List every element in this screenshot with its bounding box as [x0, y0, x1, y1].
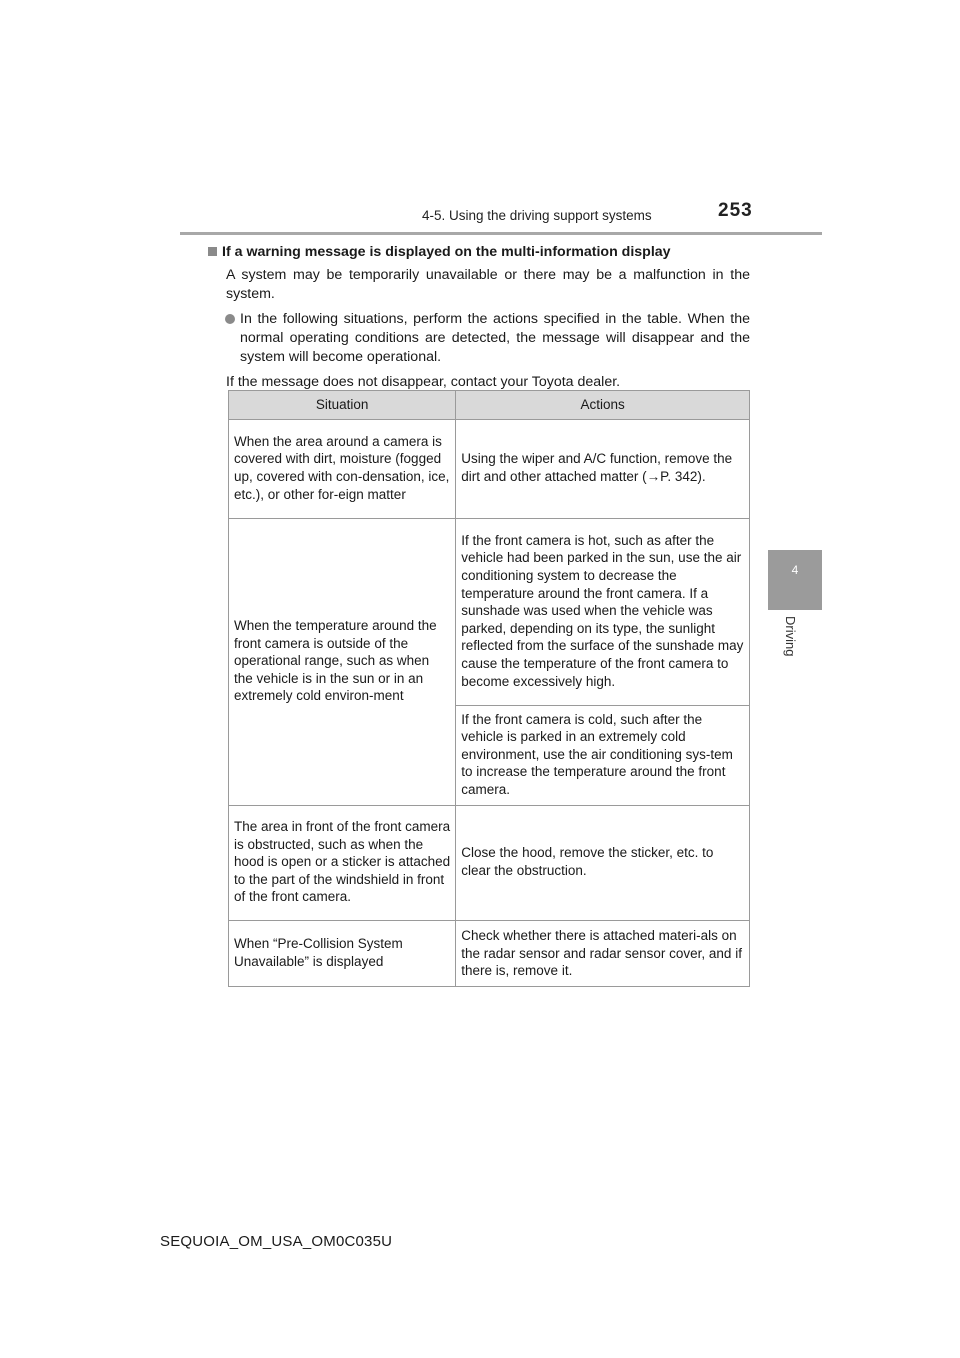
followup-paragraph: If the message does not disappear, contact your Toyota dealer.: [226, 374, 621, 390]
chapter-tab: [768, 550, 822, 610]
action-cell: If the front camera is hot, such as after the vehicle had been parked in the sun, use the air conditioning system to decrease the temperature around the front camera. If a sunshade was used when the vehicle was parked, depending on its type, the sunlight reflected from the surface of the sunshade may cause the temperature of the front camera to become excessively high.: [456, 519, 750, 706]
section-title: 4-5. Using the driving support systems: [422, 208, 652, 223]
situation-cell: The area in front of the front camera is obstructed, such as when the hood is open or a sticker is attached to the part of the windshield in front of the front camera.: [229, 806, 456, 921]
document-code: SEQUOIA_OM_USA_OM0C035U: [160, 1233, 393, 1250]
table-row: [229, 921, 750, 987]
situation-cell: When “Pre-Collision System Unavailable” is displayed: [229, 921, 456, 987]
chapter-number: 4: [791, 563, 799, 577]
header-divider: [180, 232, 822, 235]
table-row: [229, 806, 750, 921]
situation-cell: When the temperature around the front camera is outside of the operational range, such as when the vehicle is in the sun or in an extremely cold environ-ment: [229, 519, 456, 806]
square-bullet-icon: [208, 247, 217, 256]
situation-actions-table: [228, 390, 750, 987]
table-row: [229, 519, 750, 706]
bullet-item: [240, 310, 750, 367]
action-cell: Check whether there is attached materi-als on the radar sensor and radar sensor cover, and if there is, remove it.: [456, 921, 750, 987]
section-heading: [208, 243, 750, 262]
column-header-situation: Situation: [229, 391, 456, 420]
table-header-row: [229, 391, 750, 420]
column-header-actions: Actions: [456, 391, 750, 420]
action-cell: If the front camera is cold, such after the vehicle is parked in an extremely cold environment, use the air conditioning sys-tem to increase the temperature around the front camera.: [456, 706, 750, 806]
table-row: [229, 420, 750, 519]
intro-paragraph: A system may be temporarily unavailable or there may be a malfunction in the system.: [226, 267, 750, 302]
heading-text: If a warning message is displayed on the multi-information display: [222, 244, 671, 260]
bullet-text: In the following situations, perform the actions specified in the table. When the normal operating conditions are detected, the message will disappear and the system will become operational.: [240, 311, 750, 365]
action-cell: Close the hood, remove the sticker, etc. to clear the obstruction.: [456, 806, 750, 921]
page-number: 253: [718, 200, 753, 221]
situation-cell: When the area around a camera is covered with dirt, moisture (fogged up, covered with con-densation, ice, etc.), or other for-eign matter: [229, 420, 456, 519]
action-cell: Using the wiper and A/C function, remove the dirt and other attached matter (→P. 342).: [456, 420, 750, 519]
main-content: [208, 243, 750, 392]
circle-bullet-icon: [225, 314, 235, 324]
chapter-label: Driving: [783, 616, 798, 657]
